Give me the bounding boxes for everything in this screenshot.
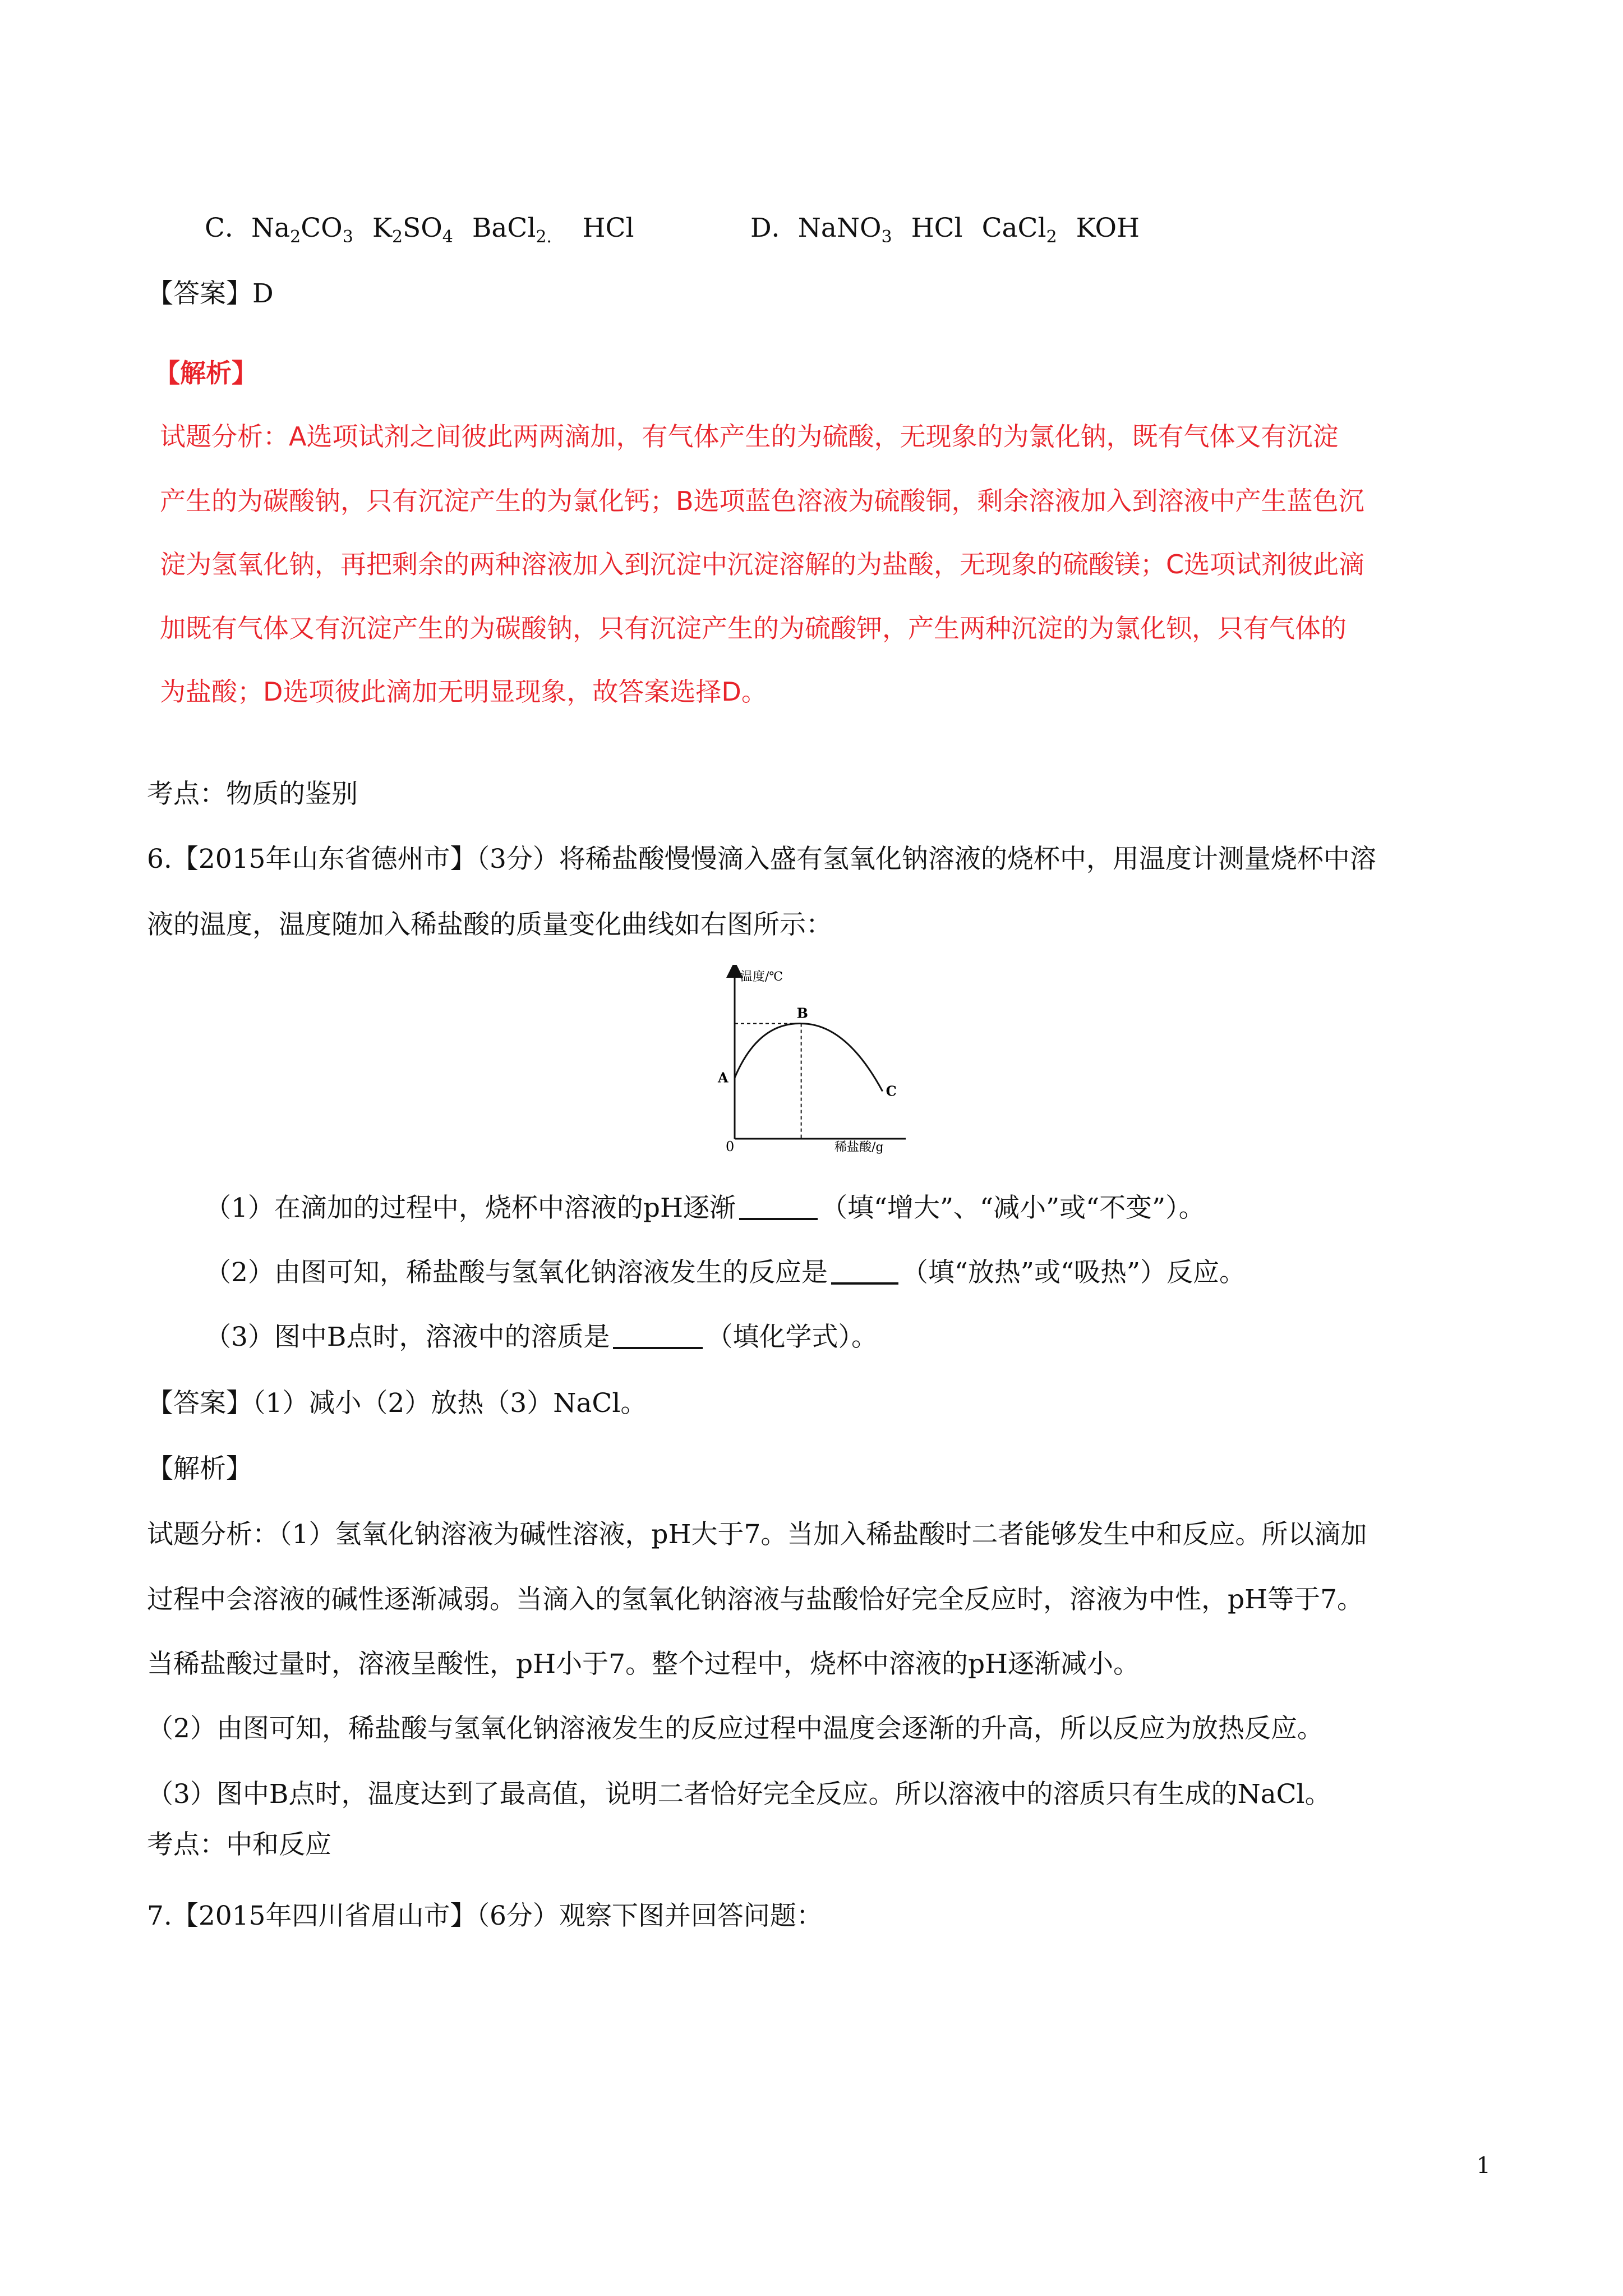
chemical-formula: NaNO$_3$ [797, 213, 892, 247]
q5-option-d: D．NaNO$_3$ HCl CaCl$_2$ KOH [750, 213, 1140, 247]
q5-analysis-line: 淀为氢氧化钠，再把剩余的两种溶液加入到沉淀中沉淀溶解的为盐酸，无现象的硫酸镁；C选项试剂彼此滴 [160, 549, 1365, 579]
q6-analysis-line: （2）由图可知，稀盐酸与氢氧化钠溶液发生的反应过程中温度会逐渐的升高，所以反应为放热反应。 [147, 1713, 1324, 1744]
point-label-c: C [886, 1083, 897, 1099]
q5-answer: 【答案】D [147, 278, 274, 309]
q6-answer: 【答案】（1）减小（2）放热（3）NaCl。 [147, 1388, 647, 1419]
temperature-chart [712, 965, 914, 1156]
q6-analysis-heading: 【解析】 [147, 1453, 252, 1484]
chemical-formula: CaCl$_2$ [981, 213, 1057, 247]
y-axis-label: 温度/℃ [740, 970, 783, 984]
chemical-formula: HCl [582, 213, 634, 243]
q5-analysis-line: 产生的为碳酸钠，只有沉淀产生的为氯化钙；B选项蓝色溶液为硫酸铜，剩余溶液加入到溶液中产生蓝色沉 [160, 486, 1364, 516]
chemical-formula: KOH [1076, 213, 1140, 243]
q7-stem: 7.【2015年四川省眉山市】（6分）观察下图并回答问题： [147, 1901, 823, 1931]
chemical-formula: $Na_2CO_3$ [251, 213, 353, 247]
x-axis-label: 稀盐酸/g [834, 1140, 884, 1154]
q6-knowledge-point: 考点：中和反应 [147, 1829, 331, 1860]
chemical-formula: HCl [911, 213, 963, 243]
q6-stem-line: 液的温度，温度随加入稀盐酸的质量变化曲线如右图所示： [147, 909, 832, 940]
point-label-a: A [718, 1069, 728, 1086]
q6-stem-line: 6.【2015年山东省德州市】（3分）将稀盐酸慢慢滴入盛有氢氧化钠溶液的烧杯中，用温度计测量烧杯中溶 [147, 844, 1376, 875]
q6-analysis-line: 过程中会溶液的碱性逐渐减弱。当滴入的氢氧化钠溶液与盐酸恰好完全反应时，溶液为中性，pH等于7。 [147, 1584, 1363, 1615]
q6-analysis-line: （3）图中B点时，温度达到了最高值，说明二者恰好完全反应。所以溶液中的溶质只有生成的NaCl。 [147, 1779, 1331, 1810]
q5-knowledge-point: 考点：物质的鉴别 [147, 779, 358, 809]
q5-option-c: C．$Na_2CO_3$ $K_2SO_4$ BaCl$_{2.}$ HCl [205, 213, 634, 247]
q5-analysis-line: 加既有气体又有沉淀产生的为碳酸钠，只有沉淀产生的为硫酸钾，产生两种沉淀的为氯化钡，只有气体的 [160, 613, 1347, 643]
temperature-curve [735, 1024, 883, 1092]
origin-label: 0 [726, 1139, 735, 1154]
chemical-formula: BaCl$_{2.}$ [472, 213, 564, 247]
q5-analysis-line: 试题分析：A选项试剂之间彼此两两滴加，有气体产生的为硫酸，无现象的为氯化钠，既有气体又有沉淀 [160, 421, 1339, 452]
answer-blank[interactable] [613, 1347, 703, 1349]
q6-sub-question-3: （3）图中B点时，溶液中的溶质是 （填化学式）。 [205, 1322, 878, 1352]
answer-blank[interactable] [831, 1282, 898, 1285]
page-number: 1 [1476, 2153, 1491, 2179]
answer-blank[interactable] [739, 1218, 818, 1220]
chemical-formula: $K_2SO_4$ [372, 213, 453, 247]
q6-sub-question-1: （1）在滴加的过程中，烧杯中溶液的pH逐渐 （填“增大”、“减小”或“不变”）。 [205, 1193, 1205, 1223]
q6-analysis-line: 当稀盐酸过量时，溶液呈酸性，pH小于7。整个过程中，烧杯中溶液的pH逐渐减小。 [147, 1649, 1140, 1680]
q6-sub-question-2: （2）由图可知，稀盐酸与氢氧化钠溶液发生的反应是 （填“放热”或“吸热”）反应。 [205, 1257, 1246, 1288]
q5-analysis-heading: 【解析】 [154, 358, 257, 388]
q5-analysis-line: 为盐酸；D选项彼此滴加无明显现象，故答案选择D。 [160, 677, 767, 707]
point-label-b: B [796, 1005, 808, 1022]
q6-analysis-line: 试题分析：（1）氢氧化钠溶液为碱性溶液，pH大于7。当加入稀盐酸时二者能够发生中和反应。所以滴加 [147, 1519, 1367, 1550]
